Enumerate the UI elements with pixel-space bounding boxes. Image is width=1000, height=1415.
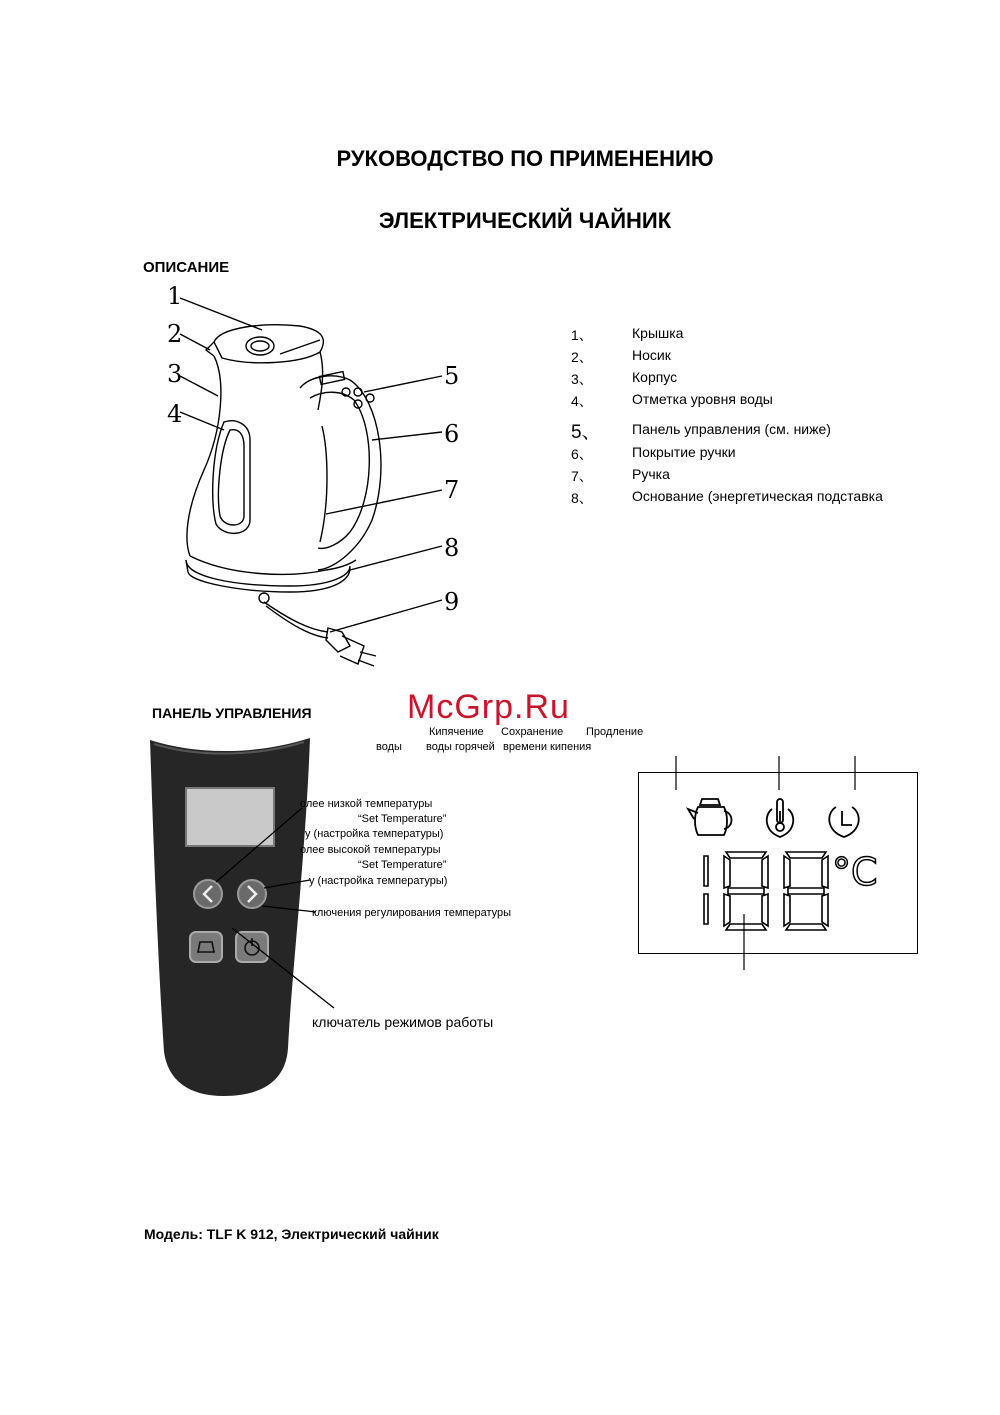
part-label: Панель управления (см. ниже) — [632, 421, 831, 437]
diagram-number-3: 3 — [167, 360, 183, 388]
part-number: 7、 — [571, 468, 593, 484]
diagram-number-6: 6 — [444, 420, 460, 448]
part-label: Основание (энергетическая подставка — [632, 488, 883, 504]
watermark: McGrp.Ru — [407, 688, 570, 726]
callout-temp-setting-2: y (настройка температуры) — [309, 875, 448, 887]
callout-temp-regulation: ключения регулирования температуры — [312, 907, 512, 919]
label-vremeni-kipeniya: времени кипения — [503, 741, 592, 753]
kettle-diagram — [150, 280, 480, 680]
part-number: 4、 — [571, 393, 593, 409]
part-number: 6、 — [571, 446, 593, 462]
diagram-number-7: 7 — [444, 476, 460, 504]
model-line: Модель: TLF K 912, Электрический чайник — [144, 1226, 439, 1242]
lcd-unit-celsius: °C — [832, 850, 878, 894]
description-heading: ОПИСАНИЕ — [143, 259, 230, 276]
kettle-icon — [686, 795, 736, 839]
diagram-number-2: 2 — [167, 320, 183, 348]
callout-mode-switch: ключатель режимов работы — [312, 1014, 494, 1030]
label-prodlenie: Продление — [586, 726, 644, 738]
part-label: Ручка — [632, 466, 670, 482]
part-label: Покрытие ручки — [632, 444, 736, 460]
document-title: РУКОВОДСТВО ПО ПРИМЕНЕНИЮ — [336, 146, 714, 171]
callout-higher-temp: олее высокой температуры — [300, 844, 441, 856]
part-number: 2、 — [571, 349, 593, 365]
part-number: 8、 — [571, 490, 593, 506]
label-vody: воды — [376, 741, 402, 753]
timer-icon — [822, 797, 866, 841]
part-number: 5、 — [571, 422, 601, 443]
diagram-number-5: 5 — [444, 362, 460, 390]
callout-set-temp-1: “Set Temperature” — [358, 813, 447, 825]
part-number: 3、 — [571, 371, 593, 387]
part-label: Носик — [632, 347, 671, 363]
label-vody-goryachey: воды горячей — [426, 741, 495, 753]
part-label: Крышка — [632, 325, 684, 341]
diagram-number-8: 8 — [444, 534, 460, 562]
control-panel-heading: ПАНЕЛЬ УПРАВЛЕНИЯ — [152, 705, 312, 721]
diagram-number-9: 9 — [444, 588, 460, 616]
callout-set-temp-2: “Set Temperature” — [358, 859, 447, 871]
lcd-digits-text — [0, 0, 1, 1]
label-kipyachenie: Кипячение — [429, 726, 484, 738]
part-label: Отметка уровня воды — [632, 391, 773, 407]
document-subtitle: ЭЛЕКТРИЧЕСКИЙ ЧАЙНИК — [378, 208, 672, 233]
diagram-number-4: 4 — [167, 400, 183, 428]
diagram-number-1: 1 — [167, 282, 183, 310]
part-label: Корпус — [632, 369, 678, 385]
callout-temp-setting-1: y (настройка температуры) — [305, 828, 444, 840]
thermometer-icon — [758, 797, 802, 841]
callout-lower-temp: олее низкой температуры — [300, 798, 433, 810]
label-sokhranenie: Сохранение — [501, 726, 564, 738]
part-number: 1、 — [571, 327, 593, 343]
